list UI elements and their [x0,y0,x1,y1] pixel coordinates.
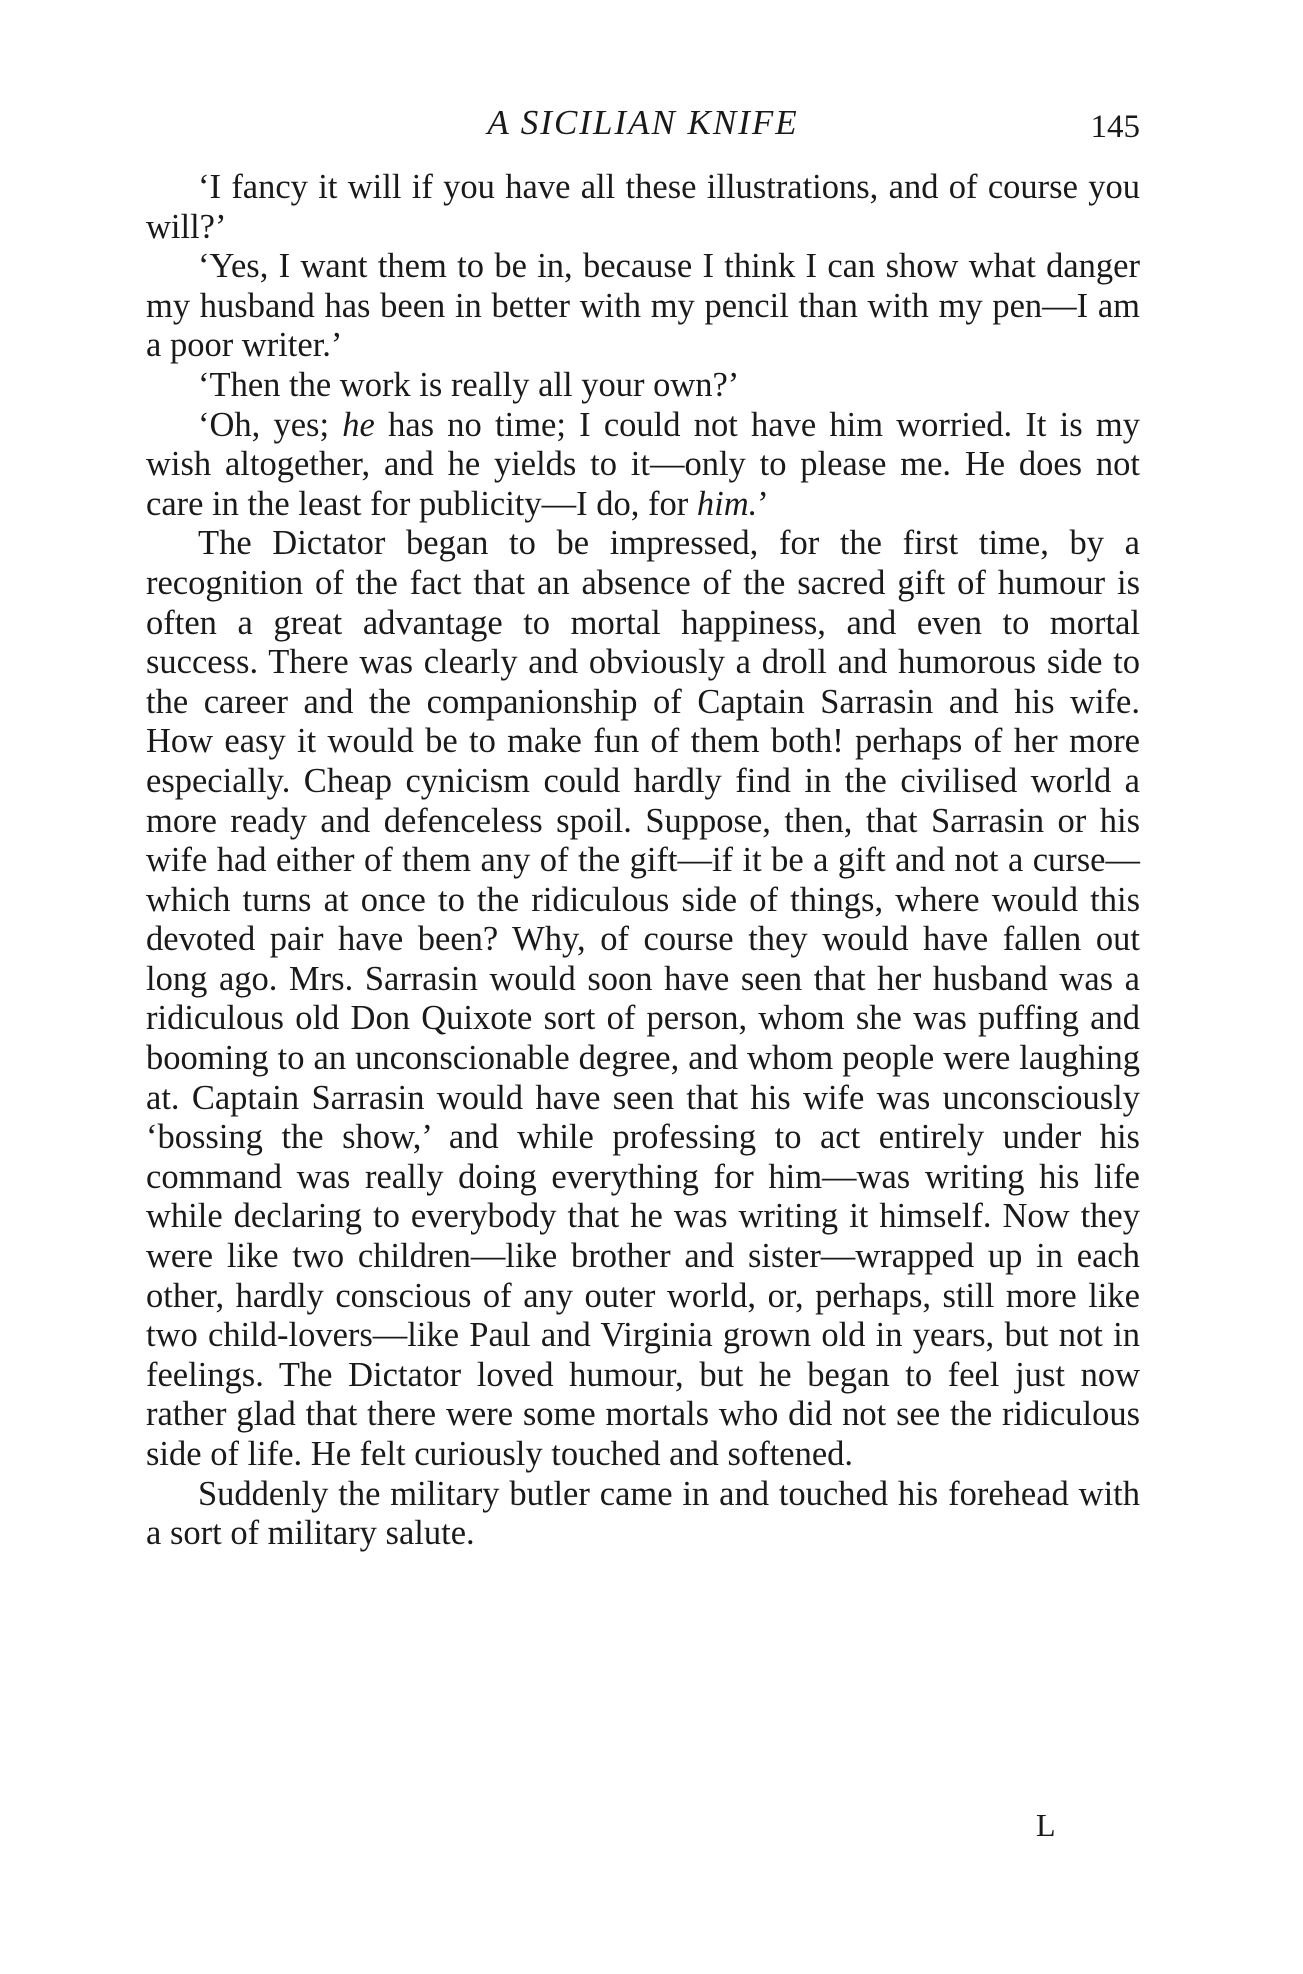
running-head [146,98,1140,148]
paragraph-4-part-1: ‘Oh, yes; [198,405,343,444]
paragraph-6: Suddenly the military butler came in and touched his forehead with a sort of military salute. [146,1474,1140,1553]
paragraph-4-emphasis-he: he [342,405,375,444]
paragraph-4-part-2: has no time; I could not have him worried. It is my wish altogether, and he yields to it—only to please me. He does not care in the least for publicity—I do, for [146,405,1140,523]
paragraph-4-emphasis-him: him. [696,484,758,523]
body-text [146,168,1140,1554]
page-number: 145 [1090,109,1140,145]
paragraph-5: The Dictator began to be impressed, for the first time, by a recognition of the fact that an absence of the sacred gift of humour is often a great advantage to mortal happiness, and even to mortal success. There was clearly and obviously a droll and humorous side to the career and the companionship of Captain Sarrasin and his wife. How easy it would be to make fun of them both! perhaps of her more especially. Cheap cynicism could hardly find in the civilised world a more ready and defenceless spoil. Suppose, then, that Sarrasin or his wife had either of them any of the gift—if it be a gift and not a curse—which turns at once to the ridiculous side of things, where would this devoted pair have been? Why, of course they would have fallen out long ago. Mrs. Sarrasin would soon have seen that her husband was a ridiculous old Don Quixote sort of person, whom she was puffing and booming to an unconscionable degree, and whom people were laughing at. Captain Sarrasin would have seen that his wife was unconsciously ‘bossing the show,’ and while professing to act entirely under his command was really doing everything for him—was writing his life while declaring to everybody that he was writing it himself. Now they were like two children—like brother and sister—wrapped up in each other, hardly conscious of any outer world, or, perhaps, still more like two child-lovers—like Paul and Virginia grown old in years, but not in feelings. The Dictator loved humour, but he began to feel just now rather glad that there were some mortals who did not see the ridiculous side of life. He felt curiously touched and softened. [146,524,1140,1473]
paragraph-2: ‘Yes, I want them to be in, because I think I can show what danger my husband has been in better with my pencil than with my pen—I am a poor writer.’ [146,247,1140,365]
paragraph-4 [146,406,1140,525]
running-title: A SICILIAN KNIFE [487,103,799,142]
paragraph-1: ‘I fancy it will if you have all these illustrations, and of course you will?’ [146,168,1140,246]
signature-mark: L [1036,1807,1056,1843]
paragraph-4-part-3: ’ [757,484,769,523]
paragraph-3: ‘Then the work is really all your own?’ [198,365,740,404]
